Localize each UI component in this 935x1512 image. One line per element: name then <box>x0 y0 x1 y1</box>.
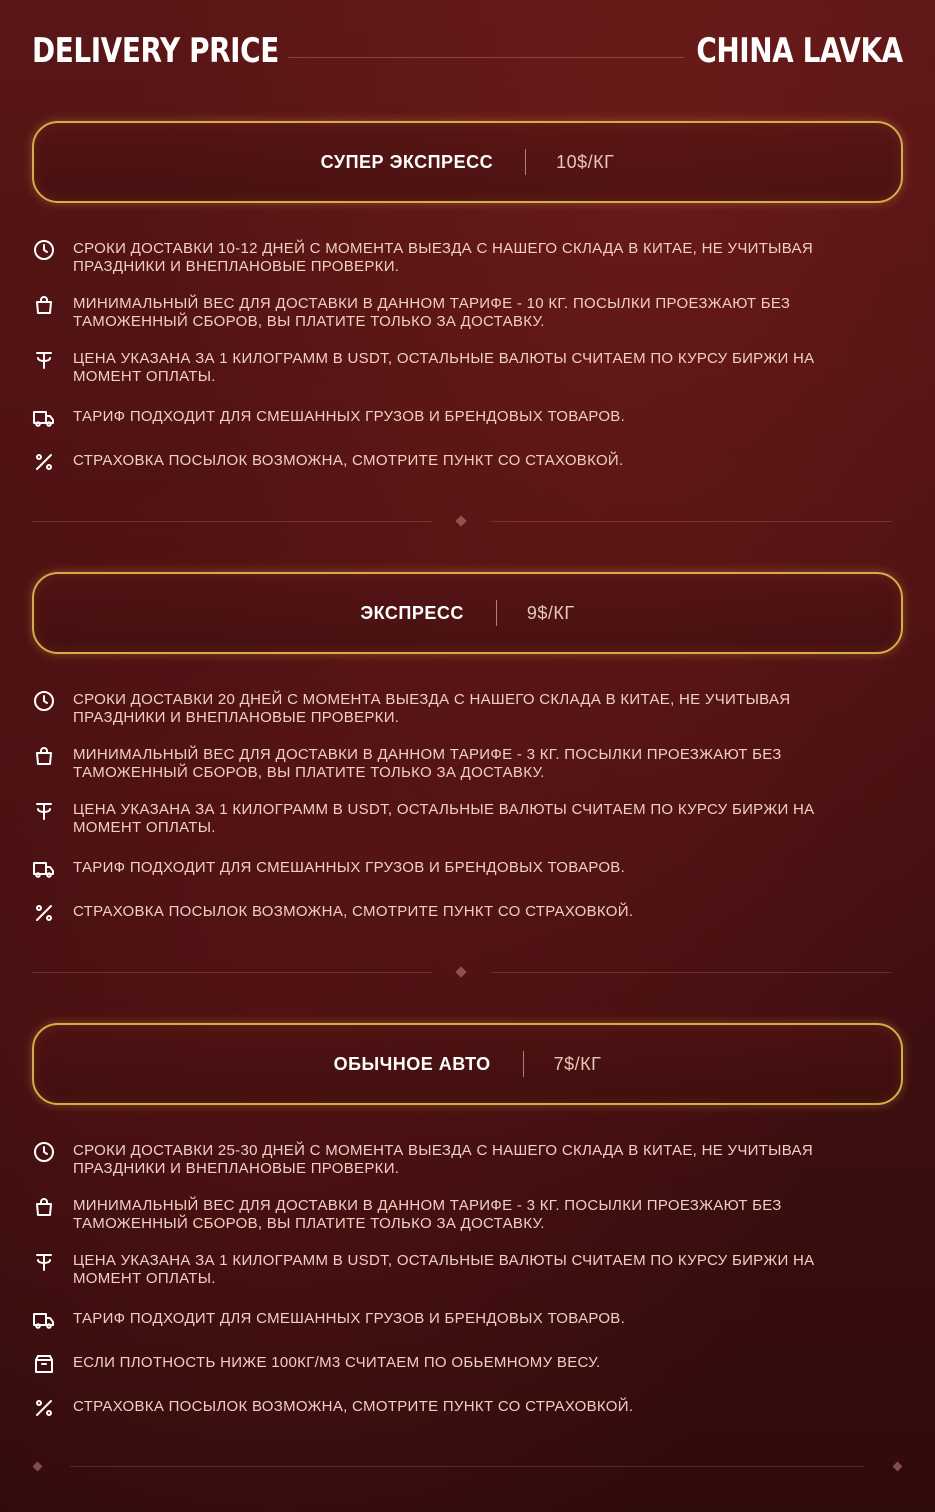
list-item <box>32 350 892 385</box>
truck-icon <box>32 406 56 430</box>
tariff-price: 7$/КГ <box>553 1053 602 1074</box>
feature-text: МИНИМАЛЬНЫЙ ВЕС ДЛЯ ДОСТАВКИ В ДАННОМ ТАРИФЕ - 10 КГ. ПОСЫЛКИ ПРОЕЗЖАЮТ БЕЗ ТАМОЖЕННЫЙ СБОРОВ, ВЫ ПЛАТИТЕ ТОЛЬКО ЗА ДОСТАВКУ. <box>73 295 791 330</box>
page-header <box>0 0 935 110</box>
header-divider-line <box>288 57 684 58</box>
feature-text: СРОКИ ДОСТАВКИ 20 ДНЕЙ С МОМЕНТА ВЫЕЗДА С НАШЕГО СКЛАДА В КИТАЕ, НЕ УЧИТЫВАЯ ПРАЗДНИКИ И ВНЕПЛАНОВЫЕ ПРОВЕРКИ. <box>73 691 791 726</box>
list-item <box>32 1310 892 1332</box>
truck-icon <box>32 857 56 881</box>
feature-text: МИНИМАЛЬНЫЙ ВЕС ДЛЯ ДОСТАВКИ В ДАННОМ ТАРИФЕ - 3 КГ. ПОСЫЛКИ ПРОЕЗЖАЮТ БЕЗ ТАМОЖЕННЫЙ СБОРОВ, ВЫ ПЛАТИТЕ ТОЛЬКО ЗА ДОСТАВКУ. <box>73 746 782 781</box>
list-item <box>32 746 892 781</box>
list-item <box>32 1197 892 1232</box>
feature-text: СТРАХОВКА ПОСЫЛОК ВОЗМОЖНА, СМОТРИТЕ ПУНКТ СО СТРАХОВКОЙ. <box>73 1398 634 1415</box>
tariff-name: ОБЫЧНОЕ АВТО <box>333 1053 491 1074</box>
box-icon <box>32 1352 56 1376</box>
truck-icon <box>32 1308 56 1332</box>
brand-name: CHINA LAVKA <box>696 31 903 71</box>
diamond-ornament <box>455 515 466 526</box>
feature-text: СРОКИ ДОСТАВКИ 25-30 ДНЕЙ С МОМЕНТА ВЫЕЗДА С НАШЕГО СКЛАДА В КИТАЕ, НЕ УЧИТЫВАЯ ПРАЗДНИКИ И ВНЕПЛАНОВЫЕ ПРОВЕРКИ. <box>73 1142 813 1177</box>
diamond-ornament <box>455 966 466 977</box>
page-title: DELIVERY PRICE <box>32 31 279 71</box>
feature-text: МИНИМАЛЬНЫЙ ВЕС ДЛЯ ДОСТАВКИ В ДАННОМ ТАРИФЕ - 3 КГ. ПОСЫЛКИ ПРОЕЗЖАЮТ БЕЗ ТАМОЖЕННЫЙ СБОРОВ, ВЫ ПЛАТИТЕ ТОЛЬКО ЗА ДОСТАВКУ. <box>73 1197 782 1232</box>
bag-icon <box>32 293 56 317</box>
tariff-separator <box>525 149 526 175</box>
section-divider <box>32 967 892 979</box>
footer-divider <box>32 1460 903 1474</box>
list-item <box>32 859 892 881</box>
clock-icon <box>32 689 56 713</box>
currency-icon <box>32 799 56 823</box>
tariff-header-super-express <box>32 121 903 203</box>
tariff-name: ЭКСПРЕСС <box>360 602 464 623</box>
list-item <box>32 1354 892 1376</box>
bag-icon <box>32 744 56 768</box>
tariff-header-regular-auto <box>32 1023 903 1105</box>
diamond-ornament <box>33 1462 43 1472</box>
list-item <box>32 452 892 474</box>
clock-icon <box>32 1140 56 1164</box>
percent-icon <box>32 1396 56 1420</box>
list-item <box>32 408 892 430</box>
currency-icon <box>32 1250 56 1274</box>
list-item <box>32 1252 892 1287</box>
list-item <box>32 691 892 726</box>
tariff-price: 10$/КГ <box>556 151 615 172</box>
list-item <box>32 240 892 275</box>
list-item <box>32 1142 892 1177</box>
feature-text: СРОКИ ДОСТАВКИ 10-12 ДНЕЙ С МОМЕНТА ВЫЕЗДА С НАШЕГО СКЛАДА В КИТАЕ, НЕ УЧИТЫВАЯ ПРАЗДНИКИ И ВНЕПЛАНОВЫЕ ПРОВЕРКИ. <box>73 240 813 275</box>
tariff-separator <box>523 1051 524 1077</box>
diamond-ornament <box>893 1462 903 1472</box>
list-item <box>32 903 892 925</box>
feature-text: ЦЕНА УКАЗАНА ЗА 1 КИЛОГРАММ В USDT, ОСТАЛЬНЫЕ ВАЛЮТЫ СЧИТАЕМ ПО КУРСУ БИРЖИ НА МОМЕНТ ОПЛАТЫ. <box>73 801 815 836</box>
clock-icon <box>32 238 56 262</box>
tariff-price: 9$/КГ <box>526 602 575 623</box>
feature-text: ТАРИФ ПОДХОДИТ ДЛЯ СМЕШАННЫХ ГРУЗОВ И БРЕНДОВЫХ ТОВАРОВ. <box>73 859 626 876</box>
tariff-separator <box>496 600 497 626</box>
percent-icon <box>32 901 56 925</box>
list-item <box>32 1398 892 1420</box>
percent-icon <box>32 450 56 474</box>
list-item <box>32 295 892 330</box>
tariff-header-express <box>32 572 903 654</box>
feature-text: ТАРИФ ПОДХОДИТ ДЛЯ СМЕШАННЫХ ГРУЗОВ И БРЕНДОВЫХ ТОВАРОВ. <box>73 408 626 425</box>
bag-icon <box>32 1195 56 1219</box>
tariff-name: СУПЕР ЭКСПРЕСС <box>320 151 494 172</box>
section-divider <box>32 516 892 528</box>
list-item <box>32 801 892 836</box>
feature-text: ЦЕНА УКАЗАНА ЗА 1 КИЛОГРАММ В USDT, ОСТАЛЬНЫЕ ВАЛЮТЫ СЧИТАЕМ ПО КУРСУ БИРЖИ НА МОМЕНТ ОПЛАТЫ. <box>73 350 815 385</box>
feature-text: СТРАХОВКА ПОСЫЛОК ВОЗМОЖНА, СМОТРИТЕ ПУНКТ СО СТАХОВКОЙ. <box>73 452 624 469</box>
feature-text: ЦЕНА УКАЗАНА ЗА 1 КИЛОГРАММ В USDT, ОСТАЛЬНЫЕ ВАЛЮТЫ СЧИТАЕМ ПО КУРСУ БИРЖИ НА МОМЕНТ ОПЛАТЫ. <box>73 1252 815 1287</box>
feature-text: ТАРИФ ПОДХОДИТ ДЛЯ СМЕШАННЫХ ГРУЗОВ И БРЕНДОВЫХ ТОВАРОВ. <box>73 1310 626 1327</box>
feature-text: СТРАХОВКА ПОСЫЛОК ВОЗМОЖНА, СМОТРИТЕ ПУНКТ СО СТРАХОВКОЙ. <box>73 903 634 920</box>
feature-text: ЕСЛИ ПЛОТНОСТЬ НИЖЕ 100КГ/М3 СЧИТАЕМ ПО ОБЬЕМНОМУ ВЕСУ. <box>73 1354 601 1371</box>
currency-icon <box>32 348 56 372</box>
